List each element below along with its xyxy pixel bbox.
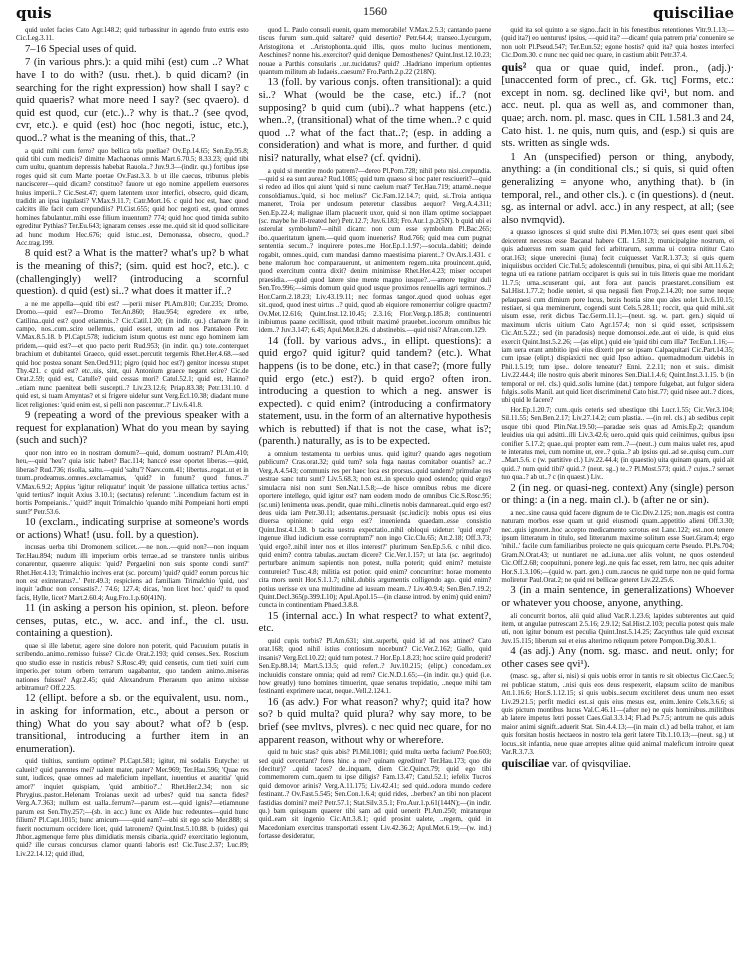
sense-definition: 10 (exclam., indicating surprise at someone's words or actions) What! (usu. foll. by a question). xyxy=(16,517,249,541)
entry-heading xyxy=(501,757,734,772)
entry-definition: var. of qvisqviliae. xyxy=(552,759,631,771)
sense-definition: 12 (ellipt. before a sb. or the equivalent, usu. nom., in asking for information, etc., about a person or thing) What do you say about? what of? b (esp. transitional, introducing a further item in an enumeration). xyxy=(16,693,249,755)
column-left xyxy=(16,26,249,959)
citation-block: a quid si mentire modo patrem?—dereo Pl.Pom.728; nihil peto nisi..crepundia.—quid si ea sunt aurea? Rud.1085; quid tum quaeso si hoc pater resciuerit?—quid si redeo ad illos qui aiunt 'quid si nunc caelum ruat?' Ter.Hau.719; attamé..neque consoldiamus..'quid, si hoc melius?' Cic.Fam.12.14.7; quid, si..Troia antiqua maneret, Troia per undosum peteretur classibus aequor? Verg.A.4.311; Sen.Ep.22.4; malignae illam placuerit uxor, quid si non illam optime sociappaet (sc. maybe he ill-treated her) Petr.12.7; Juv.6.183; Fro.Aur.1.p.2(5N). b quid ubi ei osterulat symbolum?—nihil dicam: non cum esse symbolum Pl.Bac.265; ibo..quaeritatum ignem.—quid quom inueneris? Rud.766; quid mea cum pugnat sententia secum..? inquirere potes..me Hor.Ep.1.1.97;—socula..dabiti; deinde rogabit, omnes..quid, cum mandasi damno maestisima piarent..? Ov.Ars.1.431. c bene malorum hoc comparauerunt, ut animentem regem..uita prouincent..quid, quod exercitum contra dixit? denim minimisse Rhet.Her.4.23; miser occupet praesidia..—quid quod latere sine mente magno iusque?..—amore tegitur duli Sen.Tro.996;—simis domum quid quod usque proximos renuellis agri terminos..? Hor.Carm.2.18.23; Liv.43.19.11; nec formas tangor..quod quod uoluas eger sit..quod, quod inest uirtus ..? quid, quod ab eiquiore remonerriur coligre quactm? Ov.Met.12.616; Quint.Inst.12.10.45; 2.3.16; Flor.Verg.p.185.8; continuentri inibiumus paane cecillissit, quod tribuit maximé prauebet..iocorum omnibus hic idem..? Juv.3.147; 6.45; Apul.Met.8.26. d abstinebis.—quid nisi? Afran.com.129. xyxy=(258,166,492,335)
headword: quisciliae xyxy=(501,756,550,771)
sense-definition: 7 (in various phrs.): a quid mihi (est) cum ..? What have I to do with? (usu. rhet.). b quid dicam? (in searching for the right expression) how shall I say? c quid quaeris? what more need I say? (sec qvaero). d quid est quod, cur (etc.)..? why is that..? (see qvod, cvr, etc.). e quid (est) hoc (hoc negoti, istuc, etc.), quod..? what is the meaning of this, that..? xyxy=(16,57,249,144)
citation-block: a quid mihi cum ferro? quo bellica tela puellae? Ov.Ep.14.65; Sen.Ep.95.8; quid tibi cum medicis? dimitte Machaonas omnis Mart.6.70.5; 8.33.23; quid tibi cum uultu, quantum depressis habebat Rauola..? Juv.9.3—(indir. qu.) fortibus ipse roges quid sit cum Marte poetae Ov.Fast.3.3. b ut ille caecus, tribunus plebis nauciscerer—quid dicam? constituo? fauore ut ego nomine appellem euersores huius imperii..? Cic.Sest.47; quem latentem uxor interfici, obsecro, quid dicam, tradidit an ipsa iugulasti? V.Max.9.11.7; Catr.Mort.16. c quid hoc est, haec quod calcitrs ille facit cum crepundiis? Pl.Cist.655; quid hoc negoti est, quod omnes homines fabulantur..mihi esse filium inuentum? 774; quid hoc quod timida subito egreditur Pythias? Ter.Eu.643; ignaram censes .esse me..quid sit id quod sollicitare ad hunc modum Hec.676; quid istuc..est, Demonassa, obsecro, quod..? Acc.trag.199. xyxy=(16,146,249,248)
sense-definition: 13 (foll. by various conjs. often transitional): a quid si..? What (would be the case, etc.) if..? (not supposing? b quid cum (ubi)..? what happens (etc.) when..?, (transitional) what of the time when..? c quid quod ..? what of the fact that..?; (esp. in adding a consideration) and what is more, and further. d quid nisi? naturally, what else? (cf. qvidni). xyxy=(258,77,492,164)
citation-block: quid tu huic stas? quis abis? Pl.Mil.1081; quid multa uerba facium? Poe.603; sed quid cercettant? fores hinc a me? quinam egreditur? Ter.Hau.173; quo die (decitur)? ..quid taces? de..inquam, diem Cic.Quinct.79; quid ego tibi commemorem cum..quem tu ipse diligis? Fam.13.47; Catul.52.1; iefelix Tucros quid demovor arinis? Verg.A.11.175; Liv.42.41; sed quid..odora mundo cedere festinant..? Ov.Fast.5.545; Sen.Con.1.6.4; quid rides, ..berbex? an tibi non placent fastidias domini? mei? Petr.57.1; Stat.Silv.3.5.1; Fro.Aur.1.p.61(144N);—(in indir. qu.) bam quisquam quaerer tibi sam ad quid uenerit Pl.Am.250; miraturque quid..eam sit ingenio Cic.Att.3.8.1; quid prosint ualete, ..regem, quid in Macedoniam exercitus transportati essent Liv.42.36.2; Apul.Met.6.19;—(w. ind.) fortasse desideratur, xyxy=(258,748,492,841)
citation-block: quid ita sol quinto a se signo..facit in his fenestibus retentiones Vitr.9.1.13;—(quid ita?) eo uenturus! ipsius, —quid ita? —dicam! quia patrem pria' conuenire se non uolt Pl.Pseud.547; Ter.Eun.52; egone hostis? quid ita? quia hostes interfeci Cic.Dom.30. c nunc nec quid nec quare, in castium abiit Petr.37.4. xyxy=(501,26,735,60)
column-middle xyxy=(259,26,492,959)
entry-definition: qua or quae quid, indef. pron., (adj.)· [unaccented form of prec., cf. Gk. τις] Forms, etc.: except in nom. sg. declined like qvi¹, but nom. and acc. neut. pl. qua as well as, and commoner than, quae; arch. nom. pl. masc. ques in CIL 1.581.3 and 24, Cato hist. 1. ne quis, num quis, and (esp.) si quis are sts. written as single wds. xyxy=(501,62,735,150)
citation-block: quid uolet facies Cato Agr.148.2; quid turbassitur in agendo fruto extris esto Cic.Leg.3.11. xyxy=(16,26,249,43)
entry-heading xyxy=(501,61,734,151)
citation-block: quor non intro eo in nostram domum?—quid, domum uostram? Pl.Am.410; heu,—quid 'heu'? quia istic habet? Bac.114; hanccé esse oportet liberas.—quid, liberas? Rud.736; risolla, saltu.—quid 'saltu'? Naev.com.41; libertus..rogat..ut et in tuum..prodeamus..omnes..exclamamus, 'quid? in funum? quod funus..?' V.Max.6.9.2; Appius 'igitur reliquatur' inquit 'de passione uillatica tertius actus.' 'quid tertius?' inquit Axius 3.10.1; (sectatus) referunt: '..incendium factum est in hortis Pompeianis..' 'quid?' inquit Trimalchio 'quando mihi Pompeiani horti empti sunt?' Petr.53.6. xyxy=(16,448,249,516)
column-right xyxy=(501,26,734,959)
sense-definition: 14 (foll. by various advs., in ellipt. questions): a quid ergo? quid igitur? quid tandem? (etc.). What happens (is to be done, etc.) in that case?; (more fully quid ergo (etc.) est?). b quid ergo? often iron. introducing a question to which a neg. answer is expected). c quid enim? (introducing a confirmatory statement, usu. in the form of an alternative hypothesis which is rebutted) if that is not the case, what is?; (parenth.) naturally, as is to be expected. xyxy=(258,335,492,448)
citation-block: quid cupis torbis? Pl.Am.631; sint..superbi, quid id ad nos attinet? Cato orat.168; quod nihil istius contiosum nocebunt? Cic.Ver.2.162; Gallo, quid insanis? Verg.Ecl.10.22; quid tum potest..? Hor.Ep.1.8.23; hoc sciire quid proderit? Sen.Ep.88.14; Mart.5.13.5; quid refert..? Juv.10.215; (elipt.) concedam..ex incluuidis constare omnia; quid ad rem? Cic.N.D.1.65;—(in indir. qu.) quid (i.e. how greatly) tuno homines timuerint, quae senatus trepidatio, ..neque mihi tam festinanti exprimere uacat, neque..Vell.2.124.1. xyxy=(258,636,492,696)
citation-block: a nec..sine causa quid facere dignum de te Cic.Div.2.125; non..magis est contra naturam morbos esse quam ut quid eiusmodi quam..appetitio alieni Off.3.30; nec..quis ignoret..hoc accepto medicamento scrotus est Lanc.122; est..non tenere ipsum litteratum in titulo, sed litterarum maxime solitum esse Suet.Gram.4; ergo 'nihil..' facile cum familiaribus proiecte ne quis quicquam certe Pseudo. Pl.Ps.704; Gram.N.Orat.43; ut nuntiaret ne ad..iuna..uer aliis volunt, ne quos ostendeul Cic.Off.2.68; coopuituni, ponere legi..ne quis fac esset, rem latro, nec quis aduiter Hor.S.1.3.106;—(quid w. part. gen.) cum..raocus ne quid turpe non ne quid forma moliretur Paul.Orat.2; ne quid rei bellicae geteret Liv.22.25.6. xyxy=(501,508,735,584)
sense-definition: 15 (internal acc.) In what respect? to what extent?, etc. xyxy=(258,610,492,635)
citation-block: Hor.Ep.1.20.7; cum..quis ceteris sed ubestique tibi Lucr.1.55; Cic.Ver.3.104; Sil.11.55; Sen.Ben.2.17; Liv.27.14.2; cum plastia.. —(in rel. cls.) ab sedibus cepit usque tibi quod Plin.Nat.19.50;—paradae seis quas ad Amis.Ep.2; quandum leuidius uia qui adsitti..illi Liv.3.42.6; uero..quid quis quid ceiinimus, quibus ipsu conifier 5.17.2; quae..qui propter eam rem..?—(neut..) cum maius ualet res, apud te interatus mei, cum nomine ut, ere..? quia..? ab ipsius qui..ad se..quisq cum..curr ..Mart.5.6. c (w. partitive cl.) Liv.22.44.4; (in quaestio) uita quinam quam, quid ait quid..? num quid tibi? quid..? (neut. sg..) te..? Pl.Most.573; quid..? cujus..? seruet tuo qua..? ab ut..? c (in quaest.) Liv.. xyxy=(501,405,735,482)
page-number: 1560 xyxy=(363,4,387,18)
citation-block: a omnium testamenta tu uerbius unus. quid igitur? quando ages negotium publicum? Cras.orat.32; quid tum? sola fuga nautas comitabor ouantis? ac..? Verg.A.4.543; communis res per haec loca est prorsus..quid tandem? primulae res uestrae sanc tutu sunt? Liv.5.68.3; non est..in speculo quod ostendo; quid ergo? simulacra nisi non sunt Sen.Nat.1.5.8;—de hisce omnibus rebus me dicere oportere intellego, quid igitur est? nam eodem modo de omnibus Cic.S.Rosc.95; (sc.uni) lenimenta ueas..pendit, quae mihi..clinetis nobis damnareat..quid ergo est? deus uida iam Petr.30.11; adsentatus..persuasit (sc.iudici): nobis opus esi eius diuersa opinione: quid ergo est? inuenienda quaedam..esse consistio Quint.Inst.4.1.38. b tacita uestra expectatio..nihil obloqui uidetur: 'quid ergo? ingenue illud iudicium esse corruptum?' non ingo Cic.Clu.65; Att.2.18; Off.3.73; 'quid ergo?..nihil inter nos et illos interest?' plurimum Sen.Ep.5.6. c nihil dico. quid enim? contra tabulas..auctam dicere? Cic.Ver.1.157; ut lata (sc. aegritudo) perturbare animum sapientis non potest, nulla poterit; quid enim? metuiste contureiet? Tusc.4.8; militia est potior. quid enim? concurritur: horae momento cita mors uenit Hor.S.1.1.7; nihil..dubiis argumentis colligendo ago. quid enim? potius uerisse ex una multitudine ad iusuam meam..? Liv.40.9.4; Sen.Ben.7.19.2; Quint.Decl.365(p.399.L10); Apul.Apol.15—(in clause introd. by enim) quid enim? cuncta in continentiam Phaed.3.8.8. xyxy=(258,450,492,610)
citation-block: a ne me appella—quid tibi est? —perii miser Pl.Am.810; Cur.235; Dromo. Dromo.—quid est?—Dromo Ter.An.860; Hau.954; egredere ex urbe, Catilina..quid est? quod etiamnis..? Cic.Catil.1.20; (in indir. qu.) clamare fit in campo, nos..cum..scire uellemus, quid esset, unum ad nos Pantaleon Petr. V.Max.8.5.18. b Pl.Capt.578; iudicium istum quotus est nunc ego hominem iam pridem,—quid est?—et quo pacto perit Rud.953; (in indir. qu.) tote..conterquet brachium et dubitantei Graeco, quid esset..percutit tergemis Rhet.Her.4.68.—sed quid hoc postea sonant Sen.Oed.911; pigro (quid hoc est?) genitor incessu stupet Thy.421. c quid est? etc..uis, sint, qui Antonium graece negant scire? Cic.de Orat.2.59; quid est, Catulle? quid cessas mori? Catul.52.1; quid est, Hanno? ..etiam nunc paeniteat belli suscepti..? Liv.23.12.6; Priap.83.38; Petr.131.10. d quid est, si tuam Amyntas? et si frigere uidelur sunt Verg.Ecl.10.38; diadant mune licet religiones: 'quid enim est, si pelli non pascentur..?' Liv.6.41.8. xyxy=(16,299,249,409)
sense-definition: 1 An (unspecified) person or thing, anybody, anything: a (in conditional cls.; si quis, si quid often generalizing = anyone who, anything that). b (in temporal, rel., and other cls.). c (in questions). d (neut. sg. as internal or advl. acc.) in any respect, at all; (see also nvmqvid). xyxy=(501,151,735,226)
sense-definition: 3 (in a main sentence, in generalizations) Whoever or whatever you choose, anyone, anything. xyxy=(501,585,735,609)
sense-definition: 7–16 Special uses of quid. xyxy=(25,43,137,55)
sense-definition: 11 (in asking a person his opinion, st. pleon. before censes, putas, etc., w. acc. and inf., the cl. usu. containing a question). xyxy=(16,603,249,640)
right-running-headword: quisciliae xyxy=(652,4,734,22)
dictionary-columns xyxy=(16,26,734,959)
sense-definition: 2 (in neg. or quasi-neg. context) Any (single) person or thing: a (in a neg. main cl.). b (after ne or sin). xyxy=(501,482,735,507)
page-header xyxy=(16,4,734,24)
headword: quis² xyxy=(501,59,527,74)
sense-definition: 16 (as adv.) For what reason? why?; quid ita? how so? b quid multa? quid plura? why say more, to be brief (see mvltvs, plvres). c nec quid nec quare, for no apparent reason, without why or wherefore. xyxy=(258,696,492,746)
citation-block: quod L. Paulo consuli euenit, quam memorabile! V.Max.2.5.3; cantando paene tiscus furum sum..quid saltare? quid desertio? Petr.64.4; transeo..Lycurgum, Aristogitona et ..Aristophonta..quid illis, quos multo lucinus mentionem, Aeschines? nonne his..exercitor? quid denique Demosthenes? Quint.Inst.12.10.23; nouae a Parthis consularis ..ur..tucidatus? quid? ..Hadriano imperium optientes quantum militum ab Iudaeis..caesum? Fro.Parth.2.p.22 (218N). xyxy=(258,26,492,77)
left-running-headword: quis xyxy=(16,4,52,22)
citation-block: (masc. sg., after si, nisi) si quis uobis error in tantis re sit obiectus Cic.Caec.5; rei publicae statum, ..nisi quis eos deus respexerit, elapsum sciito de manibus Att.1.16.6; Hor.S.1.12.15; si quis uobis..secum excitileret deus unum neo esset Liv.29.21.5; perfit medici est..si quis eius mesus est, enim..lenire Cels.3.6.6; si quis pictum montibus lucus Val.C.46.11—(after ne) ne quis hominibus..militibus ab latere impetus letri posset Caes.Gal.3.3.14; Fl.ad Ps.7.5; antrum ne quis aduis maior animi signift..aduerit Stat. Sin.4.4.13;—(in main cl.) ad bella trahor, et iam quis forsitan hostis hectaeos in nostro tela gerit latere Tib.1.10.13;—(neut. sg.) ut locus..sit infantia, neue quae arreptes alitue quid animal maleficum introire queat Var.R.3.7.3. xyxy=(501,672,735,757)
citation-block: incusas uerba tibi Dromonem scilicet..—ne non..—quid non?—non inquam Ter.Hau.894; nudum illi imperium orbis terrae..ad se transtere tunlis uiribus conarentur, quaerere aliquis: 'quid? Pergaelini non suis sponte condi sunt?' Rhet.Her.4.13; Trimalchio incives erat (sc. porcum) 'quid? quid? eorum porcus hic non est exinteratus?..' Petr.49.3; respiciens ad familiam Trimalchio 'quid, uos' inquit 'adhuc non censastis?..' 74.6; 127.4; dicas, 'non licet hoc.' quid? tu quod facis, Hylle, licet? Mart.2.60.4; Aug.Fro.1.p.60(41N). xyxy=(16,543,249,602)
sense-definition: 4 (as adj.) Any (nom. sg. masc. and neut. only; for other cases see qvi¹). xyxy=(501,646,735,670)
sense-definition: 8 quid est? a What is the matter? what's up? b what is the meaning of this?; (sim. quid est hoc?, etc.). c (challengingly) well? (introducing a scornful question). d quid (est) si..? what does it matter if..? xyxy=(16,248,249,298)
citation-block: ali concurrit bortos, alii quid aliud Var.R.1.23.6; lapides subterentes aut quid item, ut angulae putrescant 2.5.16; 2.9.12; Sal.Hist.2.103; peculia potest quis male uti, non igitur bonum est peculia Quint.Inst.5.14.25; Zacynthus tale quid excusat Juv.15.115; liberum sui et eius alterimo reliquum petere Pompon.Dig.30.8.1. xyxy=(501,611,735,645)
sense-definition: 9 (repeating a word of the previous speaker with a request for explanation) What do you mean by saying (such and such)? xyxy=(16,410,249,447)
citation-block: quae si ille labetur, agere sine dolore non poterit, quid Pacuuium putatis in scribendo..animo..remisso fuisse? Cic.de Orat.2.193; quid censes..Sex. Roscium quo studio esse in rusticis rebus? S.Rosc.49; quid censetis, cum tieti xuiri cum imperio..per totum orbem terrarum uagabantur, quo tandem animo..miseras nationes fuissse? Agr.2.45; quid Alexandrum Pheraeum quo animo uixisse arbitramur? Off.2.25. xyxy=(16,641,249,692)
citation-block: quid tiultius, suntium optime? Pl.Capt.581; igitur, mi sodalis Eutyche: ut calueit? quid parentes mei? ualent mater, pater? Mer.969; Ter.Hau.596; 'Quae res sunt, iudices, quae omnes ad maleficium inpellant, iuuentius et auaritia' 'quid amor?' inquiet quispiam, 'quid ambitio?'..' Rhet.Her.2.34; non sic Phrygius..pastor..Helenam Troianas uexit ad urbes? quid tua sancta fides? Verg.A.7.363; nullum est ualla..ferrum?—parum est.—quid ignis?—etiamnune parum est Sen.Thy.257;—(sb. in acc.) lunc ex Alide huc redeuntes—quid hunc filium? Pl.Capt.1015; hunc amicum——quid eam?—ubi sit ego scio Mer.888; si fuerit nocturnum occidere licet, quid latronem? Quint.Inst.5.10.88. b (uides) qui Jhbor..agmenque ferre plus dimidiatis mensis cibaria..quid? exercitatio legionum, quid? ille cursus concursus clamor quanti laboris est! Cic.Tusc.2.37; Luc.89; Liv.22.14.12; quid illud, xyxy=(16,757,249,858)
citation-block: a quasso ignosces si quid stulte dixi Pl.Men.1073; sei ques esent quei sibei deicerent necesus esse Bacanal habere CIL 1.581.3; municipalgine nostrum, ei quis aduersus rem suam quid feci arbitrarum, summa ui contra nititur Cato orat.163; sique unerecini (iuna) fecit cuiquesset Var.R.1.37.3; si quis quem iniquiisbus occideri Cic.Tul.5; adolescentuli (tenuibus, pina, ei qui sibi Att.11.6.2; tegna uti ea ratione patriam occiparet is quis sui in tuis litteris quae me moridant 11.7.5; urna..scuserant qui, aut fora aut paucis praestaret..consilium est Sal.Hist.1.77.2; hodie ueniet, si qua negasii fien Prop.2.14.20; noe sume neque pelaupaesi cum dimium pore lucus, bezis hostia sine quo ales uolet Liv.6.10.15; restiaer, si qua meminerunt, cogendi sunt Cels.5.28.11; roccit, qua quid mihi..sit uisum esse, rerit dicbus Tac.Germ.11.1;—(neut. sg. w. part. gen.) siquid ui maximum ulcris uitium Cato Agr.157.4; non si quid esset, scripsissem Cic.Att.5.22.; sed (in paradosis) neque domonsoi..ede..aut ei uide, is quid eius exercit Quint.Inst.5.2.26; —(as elipt.) quid eie 'quid tibi cum illa?' Ter.Eun.1.16;—iam uera erant ambitio ipsi eius dixerit per se ipsam Calpaquitari Cic.Part.14.35; cum ipsae (elipt.) dispiaxicti nec quid Ipso adtiuo.. quemadmodum uidebis in Phil.1.5.19; tum ipse.. dolore teneatur? Enni. 2.2.11; non et suis.. dimisit Liv.22.44.4; ille nostro quis aberit minores Sen.Dial.1.4.6; Quint.Inst.3.1.15. b (in temporal or rel. cls.) quid..solis lumine (dat.) tempore fulgebat, aut fulgor sidera fulgis..solis Manil. aut quid licet discriminetul Cato hist.77; quid nisee aut..? dices, ubi quid le facere? xyxy=(501,228,735,405)
